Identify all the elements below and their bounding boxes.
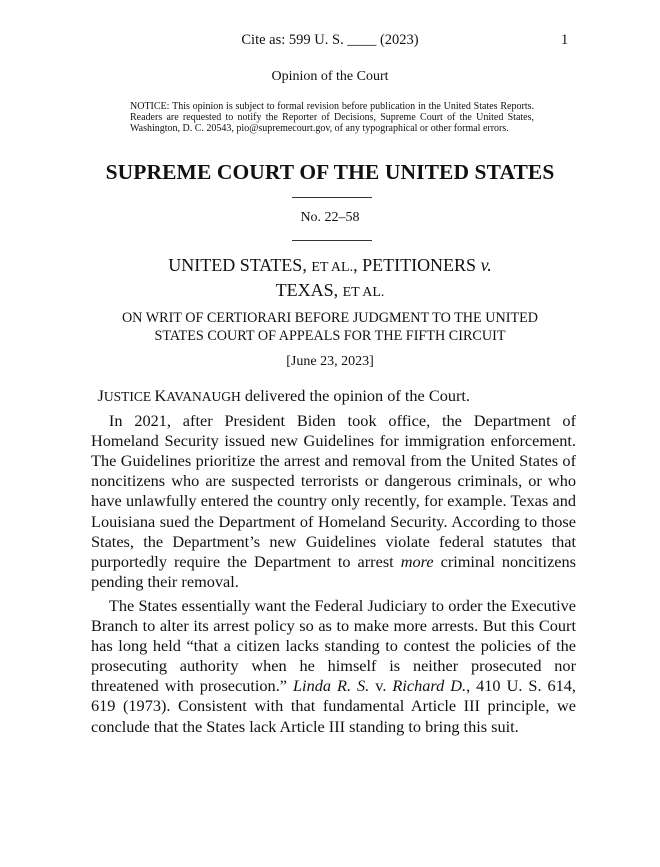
paragraph-1-text-a: In 2021, after President Biden took office, the Department of Homeland Security issued new Guidelines for immigration enforcement. The Guidelines prioritize the arrest and removal from the United States of noncitizens who are suspected terrorists or dangerous criminals, or who have unlawfully entered the country only recently, for example. Texas and Louisiana sued the Department of Homeland Security. According to those States, the Department’s new Guidelines violate federal statutes that purportedly require the Department to arrest (91, 411, 576, 571)
opening-line (91, 386, 576, 407)
delivered-text: delivered the opinion of the Court. (240, 386, 471, 405)
caption-et-al-1: ET AL. (311, 260, 354, 275)
caption-line-2 (0, 279, 660, 304)
caption-et-al-2: ET AL. (342, 285, 385, 300)
notice-text: NOTICE: This opinion is subject to formal revision before publication in the United States Reports. Readers are requested to notify the Reporter of Decisions, Supreme Court of the United States, Washington, D. C. 20543, pio@supremecourt.gov, of any typographical or other formal errors. (130, 101, 534, 135)
emphasis-more: more (400, 551, 434, 571)
case-name-linda: Linda R. S. (293, 676, 370, 696)
divider-bottom (292, 240, 372, 241)
justice-smallcaps: USTICE (103, 389, 155, 404)
writ-line-1: ON WRIT OF CERTIORARI BEFORE JUDGMENT TO THE UNITED (121, 310, 539, 326)
case-caption (0, 254, 660, 304)
caption-line-1 (0, 254, 660, 279)
opinion-body (91, 386, 576, 741)
justice-initial: J (97, 386, 104, 405)
caption-versus: v. (480, 255, 492, 275)
case-versus: v. (369, 676, 393, 696)
decision-date: [June 23, 2023] (286, 354, 374, 369)
kavanaugh-smallcaps: AVANAUGH (166, 389, 241, 404)
paragraph-1-text-b: criminal noncitizens pending their removal. (91, 551, 577, 591)
caption-party-2: TEXAS, (275, 280, 343, 300)
kavanaugh-initial: K (154, 386, 167, 405)
citation-header: Cite as: 599 U. S. ____ (2023) (241, 32, 419, 48)
page-number: 1 (561, 32, 569, 48)
opinion-label: Opinion of the Court (271, 69, 389, 84)
writ-statement (0, 310, 660, 345)
caption-party-1: UNITED STATES, (168, 255, 312, 275)
paragraph-1 (91, 411, 576, 592)
writ-line-2: STATES COURT OF APPEALS FOR THE FIFTH CIRCUIT (154, 327, 506, 344)
divider-top (292, 197, 372, 198)
paragraph-2-text-a: The States essentially want the Federal Judiciary to order the Executive Branch to alter its arrest policy so as to make more arrests. But this Court has long held “that a citizen lacks standing to contest the policies of the prosecuting authority when he himself is neither prosecuted nor threatened with prosecution.” (91, 595, 576, 696)
docket-number: No. 22–58 (300, 210, 360, 225)
court-title: SUPREME COURT OF THE UNITED STATES (105, 160, 555, 184)
caption-petitioners: , PETITIONERS (353, 255, 481, 275)
paragraph-2 (91, 596, 576, 737)
paragraph-2-text-b: , 410 U. S. 614, 619 (1973). Consistent with that fundamental Article III principle, we conclude that the States lack Article III standing to bring this suit. (91, 676, 577, 736)
case-name-richard: Richard D. (392, 676, 467, 696)
